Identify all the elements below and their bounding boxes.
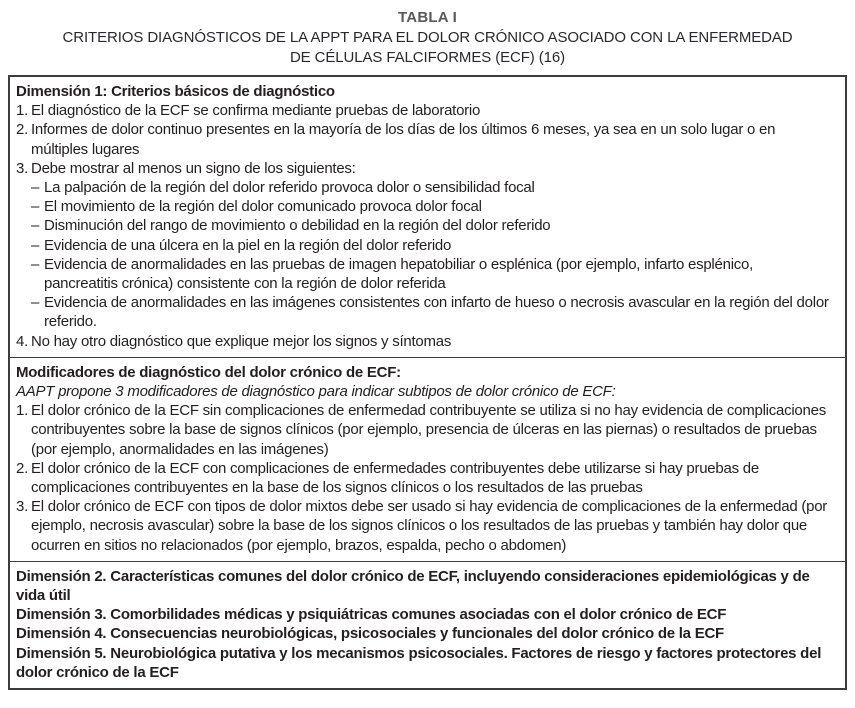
section-heading-dimension-1: Dimensión 1: Criterios básicos de diagnóstico xyxy=(16,83,335,100)
criteria-table xyxy=(8,75,847,690)
list-item-text: El dolor crónico de la ECF con complicaciones de enfermedades contribuyentes debe utilizarse si hay pruebas de complicaciones contribuyentes en la base de los signos clínicos o los resultados de las pruebas xyxy=(31,459,759,497)
sub-bullet xyxy=(31,255,829,293)
list-item-text: Debe mostrar al menos un signo de los siguientes: xyxy=(31,159,356,177)
list-item xyxy=(16,120,829,158)
row-dimensions-2-5 xyxy=(10,561,845,688)
sub-bullet-text: La palpación de la región del dolor referido provoca dolor o sensibilidad focal xyxy=(44,179,535,197)
list-item-text: El dolor crónico de la ECF sin complicaciones de enfermedad contribuyente se utiliza si no hay evidencia de complicaciones contribuyentes sobre la base de signos clínicos (por ejemplo, presencia de úlceras en las piernas) o resultados de pruebas (por ejemplo, anormalidades en las imágenes) xyxy=(31,402,826,458)
row-modifiers xyxy=(10,357,845,561)
bullet-dash: – xyxy=(31,198,40,216)
table-title-line-1: CRITERIOS DIAGNÓSTICOS DE LA APPT PARA EL DOLOR CRÓNICO ASOCIADO CON LA ENFERMEDAD xyxy=(62,29,793,46)
list-item-number: 3. xyxy=(16,159,29,177)
list-item-text: El dolor crónico de ECF con tipos de dolor mixtos debe ser usado si hay evidencia de complicaciones de la enfermedad (por ejemplo, necrosis avascular) sobre la base de los signos clínicos o los resultados de las pruebas y también hay dolor que ocurren en sitios no relacionados (por ejemplo, brazos, espalda, pecho o abdomen) xyxy=(31,498,828,554)
row-dimension-1 xyxy=(10,77,845,357)
list-item-number: 1. xyxy=(16,102,29,120)
sub-bullet-text: Evidencia de una úlcera en la piel en la región del dolor referido xyxy=(44,236,452,254)
table-number-title: TABLA I xyxy=(398,9,457,26)
sub-bullet xyxy=(31,293,829,331)
list-item-text: Informes de dolor continuo presentes en la mayoría de los días de los últimos 6 meses, ya sea en un solo lugar o en múltiples lugares xyxy=(31,121,776,158)
list-item-number: 3. xyxy=(16,498,29,516)
sub-bullet xyxy=(31,236,829,255)
list-item xyxy=(16,459,829,497)
dimension-5-line: Dimensión 5. Neurobiológica putativa y los mecanismos psicosociales. Factores de riesgo y factores protectores del dolor crónico de la ECF xyxy=(16,644,822,681)
list-item-number: 4. xyxy=(16,332,29,350)
sub-bullet-text: Evidencia de anormalidades en las imágenes consistentes con infarto de hueso o necrosis avascular en la región del dolor referido. xyxy=(44,294,829,331)
sub-bullet-text: Disminución del rango de movimiento o debilidad en la región del dolor referido xyxy=(44,217,551,235)
list-item xyxy=(16,401,829,459)
table-title-line-2: DE CÉLULAS FALCIFORMES (ECF) (16) xyxy=(289,49,566,66)
sub-bullet-text: El movimiento de la región del dolor comunicado provoca dolor focal xyxy=(44,198,482,216)
sub-bullet xyxy=(31,216,829,235)
list-item xyxy=(16,332,829,351)
list-item-number: 2. xyxy=(16,121,29,139)
list-item-number: 1. xyxy=(16,402,29,420)
bullet-dash: – xyxy=(31,179,40,197)
table-caption xyxy=(0,0,855,68)
list-item-number: 2. xyxy=(16,459,29,477)
bullet-dash: – xyxy=(31,294,40,312)
list-item-text: El diagnóstico de la ECF se confirma mediante pruebas de laboratorio xyxy=(31,102,481,120)
modifiers-intro-italic: AAPT propone 3 modificadores de diagnóstico para indicar subtipos de dolor crónico de ECF: xyxy=(16,383,616,401)
dimension-3-line: Dimensión 3. Comorbilidades médicas y psiquiátricas comunes asociadas con el dolor crónico de ECF xyxy=(16,606,727,624)
sub-bullet xyxy=(31,197,829,216)
list-item xyxy=(16,497,829,555)
dimension-4-line: Dimensión 4. Consecuencias neurobiológicas, psicosociales y funcionales del dolor crónico de la ECF xyxy=(16,625,724,643)
section-heading-modifiers: Modificadores de diagnóstico del dolor crónico de ECF: xyxy=(16,363,401,381)
bullet-dash: – xyxy=(31,217,40,235)
dimension-2-line: Dimensión 2. Características comunes del dolor crónico de ECF, incluyendo consideraciones epidemiológicas y de vida útil xyxy=(16,567,810,605)
list-item xyxy=(16,101,829,120)
list-item xyxy=(16,159,829,178)
sub-bullet-text: Evidencia de anormalidades en las pruebas de imagen hepatobiliar o esplénica (por ejemplo, infarto esplénico, pancreatitis crónica) consistente con la región de dolor referida xyxy=(44,255,754,293)
sub-bullet xyxy=(31,178,829,197)
bullet-dash: – xyxy=(31,255,40,273)
list-item-text: No hay otro diagnóstico que explique mejor los signos y síntomas xyxy=(31,332,452,350)
bullet-dash: – xyxy=(31,236,40,254)
